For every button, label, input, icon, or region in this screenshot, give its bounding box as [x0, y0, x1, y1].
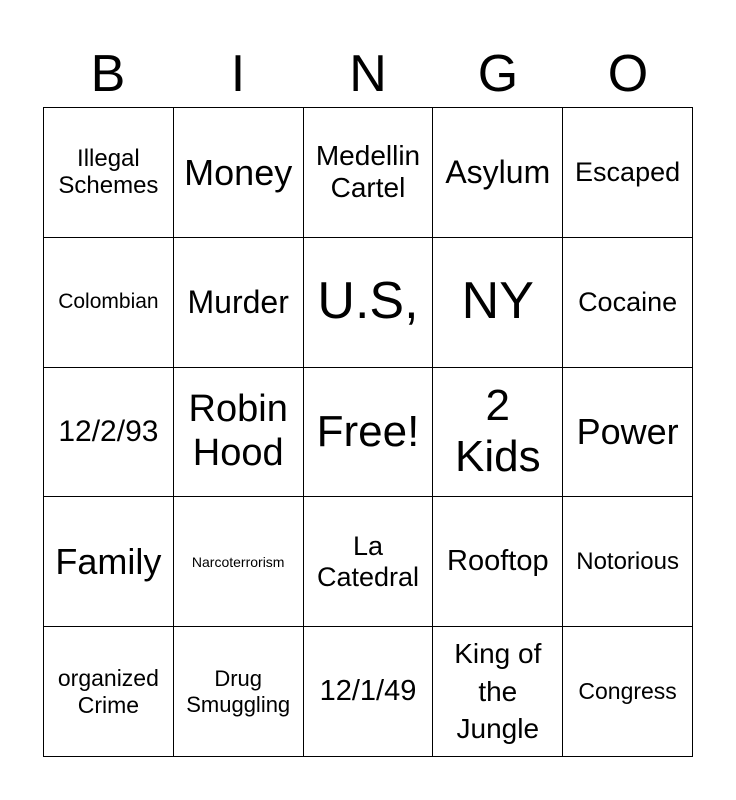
cell-label: Drug Smuggling — [186, 666, 291, 717]
bingo-cell[interactable] — [174, 497, 304, 627]
bingo-cell[interactable] — [304, 627, 434, 757]
cell-label: 2 Kids — [454, 381, 541, 481]
cell-label: Murder — [187, 283, 289, 320]
bingo-cell[interactable] — [174, 108, 304, 238]
cell-label: King of the Jungle — [454, 637, 542, 745]
bingo-cell[interactable] — [563, 627, 693, 757]
cell-label: Rooftop — [447, 545, 549, 578]
cell-label: 12/1/49 — [319, 674, 417, 707]
cell-label: Medellin Cartel — [315, 140, 421, 204]
bingo-cell[interactable] — [44, 238, 174, 368]
cell-label: Power — [576, 411, 679, 453]
free-space[interactable] — [304, 368, 434, 498]
bingo-cell[interactable] — [563, 368, 693, 498]
cell-label: Congress — [578, 678, 677, 705]
cell-label: Colombian — [58, 290, 159, 314]
cell-label: Family — [55, 541, 162, 583]
bingo-cell[interactable] — [304, 108, 434, 238]
cell-label: NY — [461, 272, 534, 331]
header-letter-o: O — [607, 45, 649, 103]
bingo-cell[interactable] — [174, 368, 304, 498]
bingo-header — [43, 40, 693, 108]
bingo-cell[interactable] — [44, 108, 174, 238]
cell-label: Notorious — [576, 547, 679, 575]
header-letter-n: N — [349, 45, 387, 103]
cell-label: organized Crime — [57, 665, 159, 718]
bingo-cell[interactable] — [563, 238, 693, 368]
bingo-cell[interactable] — [44, 627, 174, 757]
bingo-cell[interactable] — [433, 238, 563, 368]
bingo-cell[interactable] — [563, 497, 693, 627]
cell-label: Free! — [316, 406, 420, 456]
cell-label: Escaped — [575, 156, 681, 187]
bingo-cell[interactable] — [563, 108, 693, 238]
bingo-cell[interactable] — [44, 497, 174, 627]
cell-label: U.S, — [317, 272, 419, 331]
bingo-board — [43, 107, 693, 757]
bingo-cell[interactable] — [433, 108, 563, 238]
cell-label: La Catedral — [316, 530, 420, 592]
header-letter-b: B — [90, 45, 126, 103]
header-letter-i: I — [230, 45, 246, 103]
cell-label: Asylum — [445, 154, 551, 190]
bingo-cell[interactable] — [433, 627, 563, 757]
header-letter-g: G — [477, 45, 519, 103]
bingo-cell[interactable] — [44, 368, 174, 498]
bingo-cell[interactable] — [304, 497, 434, 627]
bingo-cell[interactable] — [174, 627, 304, 757]
cell-label: Illegal Schemes — [58, 144, 159, 200]
bingo-cell[interactable] — [433, 368, 563, 498]
cell-label: Cocaine — [578, 286, 678, 317]
bingo-cell[interactable] — [433, 497, 563, 627]
bingo-cell[interactable] — [304, 238, 434, 368]
cell-label: Money — [184, 151, 293, 193]
cell-label: 12/2/93 — [58, 414, 159, 448]
cell-label: Robin Hood — [188, 388, 288, 474]
bingo-cell[interactable] — [174, 238, 304, 368]
cell-label: Narcoterrorism — [191, 553, 285, 570]
